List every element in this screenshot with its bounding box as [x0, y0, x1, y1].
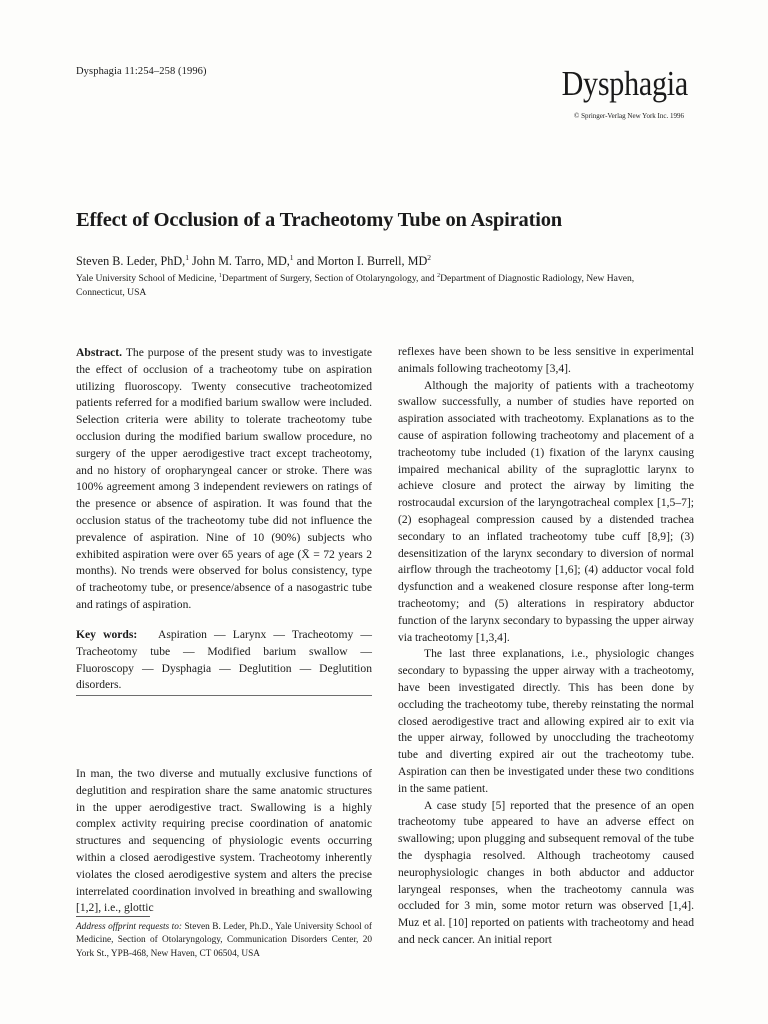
copyright-notice: © Springer-Verlag New York Inc. 1996 [574, 112, 684, 120]
author-superscript: 2 [427, 252, 432, 262]
abstract-text: The purpose of the present study was to investigate the effect of occlusion of a tracheotomy tube on aspiration utilizing fluoroscopy. Twenty consecutive tracheotomized patients referred for a modified barium swallow were included. Selection criteria were ability to tolerate tracheotomy tube occlusion during the modified barium swallow procedure, no surgery of the upper aerodigestive tract except tracheotomy, and no history of oropharyngeal cancer or stroke. There was 100% agreement among 3 independent reviewers on ratings of the presence or absence of aspiration. It was found that the occlusion status of the tracheotomy tube did not influence the prevalence of aspiration. Nine of 10 (90%) subjects who exhibited aspiration were over 65 years of age (X̄ = 72 years 2 months). No trends were observed for bolus consistency, type of tracheotomy tube, or presence/absence of a nasogastric tube and ratings of aspiration. [76, 346, 372, 611]
footnote [76, 921, 372, 961]
keywords [76, 627, 372, 694]
author-superscript: 1 [185, 252, 189, 262]
author-name: and Morton I. Burrell, MD [293, 254, 428, 268]
body-paragraph: reflexes have been shown to be less sensitive in experimental animals following tracheotomy [3,4]. [398, 345, 694, 375]
affiliation-superscript: 2 [437, 272, 441, 279]
body-paragraph: Although the majority of patients with a tracheotomy swallow successfully, a number of studies have reported on aspiration associated with tracheotomy. Explanations as to the cause of aspiration following tracheotomy and placement of a tracheotomy tube included (1) fixation of the larynx causing impaired mechanical ability of the supraglottic larynx to achieve closure and protect the airway by limiting the rostrocaudal excursion of the laryngotracheal complex [1,5–7]; (2) esophageal compression caused by a distended trachea secondary to an inflated tracheotomy tube cuff [8,9]; (3) desensitization of the larynx secondary to diversion of normal airflow through the tracheotomy [1,6]; (4) adductor vocal fold dysfunction and a weakened closure response after long-term tracheotomy; and (5) alterations in respiratory abductor function of the larynx secondary to bypassing the upper airway via tracheotomy [1,3,4]. [398, 378, 694, 644]
affiliation [76, 272, 636, 299]
right-column [398, 344, 694, 949]
journal-logo: Dysphagia [561, 64, 688, 103]
affiliation-superscript: 1 [218, 272, 222, 279]
author-list [76, 254, 696, 269]
affiliation-text: Yale University School of Medicine, [76, 273, 219, 284]
section-divider [76, 695, 372, 696]
affiliation-text: Department of Diagnostic Radiology, New Haven, Connecticut, USA [76, 273, 635, 298]
author-name: John M. Tarro, MD, [188, 254, 290, 268]
author-name: Steven B. Leder, PhD, [76, 254, 186, 268]
keywords-text: Aspiration — Larynx — Tracheotomy — Tracheotomy tube — Modified barium swallow — Fluoroscopy — Dysphagia — Deglutition — Deglutition disorders. [76, 628, 373, 692]
body-paragraph: A case study [5] reported that the presence of an open tracheotomy tube appeared to have an adverse effect on swallowing; upon plugging and subsequent removal of the tube the dysphagia resolved. Although tracheotomy caused neurophysiologic changes in both abductor and adductor laryngeal responses, when the tracheotomy cannula was occluded for 3 min, some motor return was observed [1,4]. Muz et al. [10] reported on patients with tracheotomy and head and neck cancer. An initial report [398, 798, 694, 946]
intro-paragraph: In man, the two diverse and mutually exclusive functions of deglutition and respiration share the same anatomic structures in the upper aerodigestive tract. Swallowing is a highly complex activity requiring precise coordination of anatomic structures and sequencing of physiologic events occurring within a closed aerodigestive system. Tracheotomy inherently violates the closed aerodigestive system and alters the precise interrelated coordination involved in breathing and swallowing [1,2], i.e., glottic [76, 767, 372, 915]
abstract [76, 345, 372, 614]
body-paragraph: The last three explanations, i.e., physiologic changes secondary to bypassing the upper airway with a tracheotomy, have been investigated directly. This has been done by occluding the tracheotomy tube, thereby reinstating the normal closed aerodigestive tract and allowing expired air to exit via the upper airway, followed by unoccluding the tracheotomy tube and diverting expired air out the tracheotomy tube. Aspiration can then be investigated under these two conditions in the same patient. [398, 647, 694, 795]
journal-citation: Dysphagia 11:254–258 (1996) [76, 66, 207, 77]
introduction [76, 766, 372, 917]
footnote-label: Address offprint requests to: [76, 922, 182, 932]
abstract-label: Abstract. [76, 346, 123, 359]
keywords-label: Key words: [76, 628, 138, 641]
footnote-text: Steven B. Leder, Ph.D., Yale University School of Medicine, Section of Otolaryngology, Communication Disorders Center, 20 York St., YPB-468, New Haven, CT 06504, USA [76, 922, 372, 959]
footnote-divider [76, 916, 150, 917]
author-superscript: 1 [289, 252, 294, 262]
affiliation-text: Department of Surgery, Section of Otolaryngology, and [221, 273, 438, 284]
article-title: Effect of Occlusion of a Tracheotomy Tube on Aspiration [76, 209, 562, 231]
